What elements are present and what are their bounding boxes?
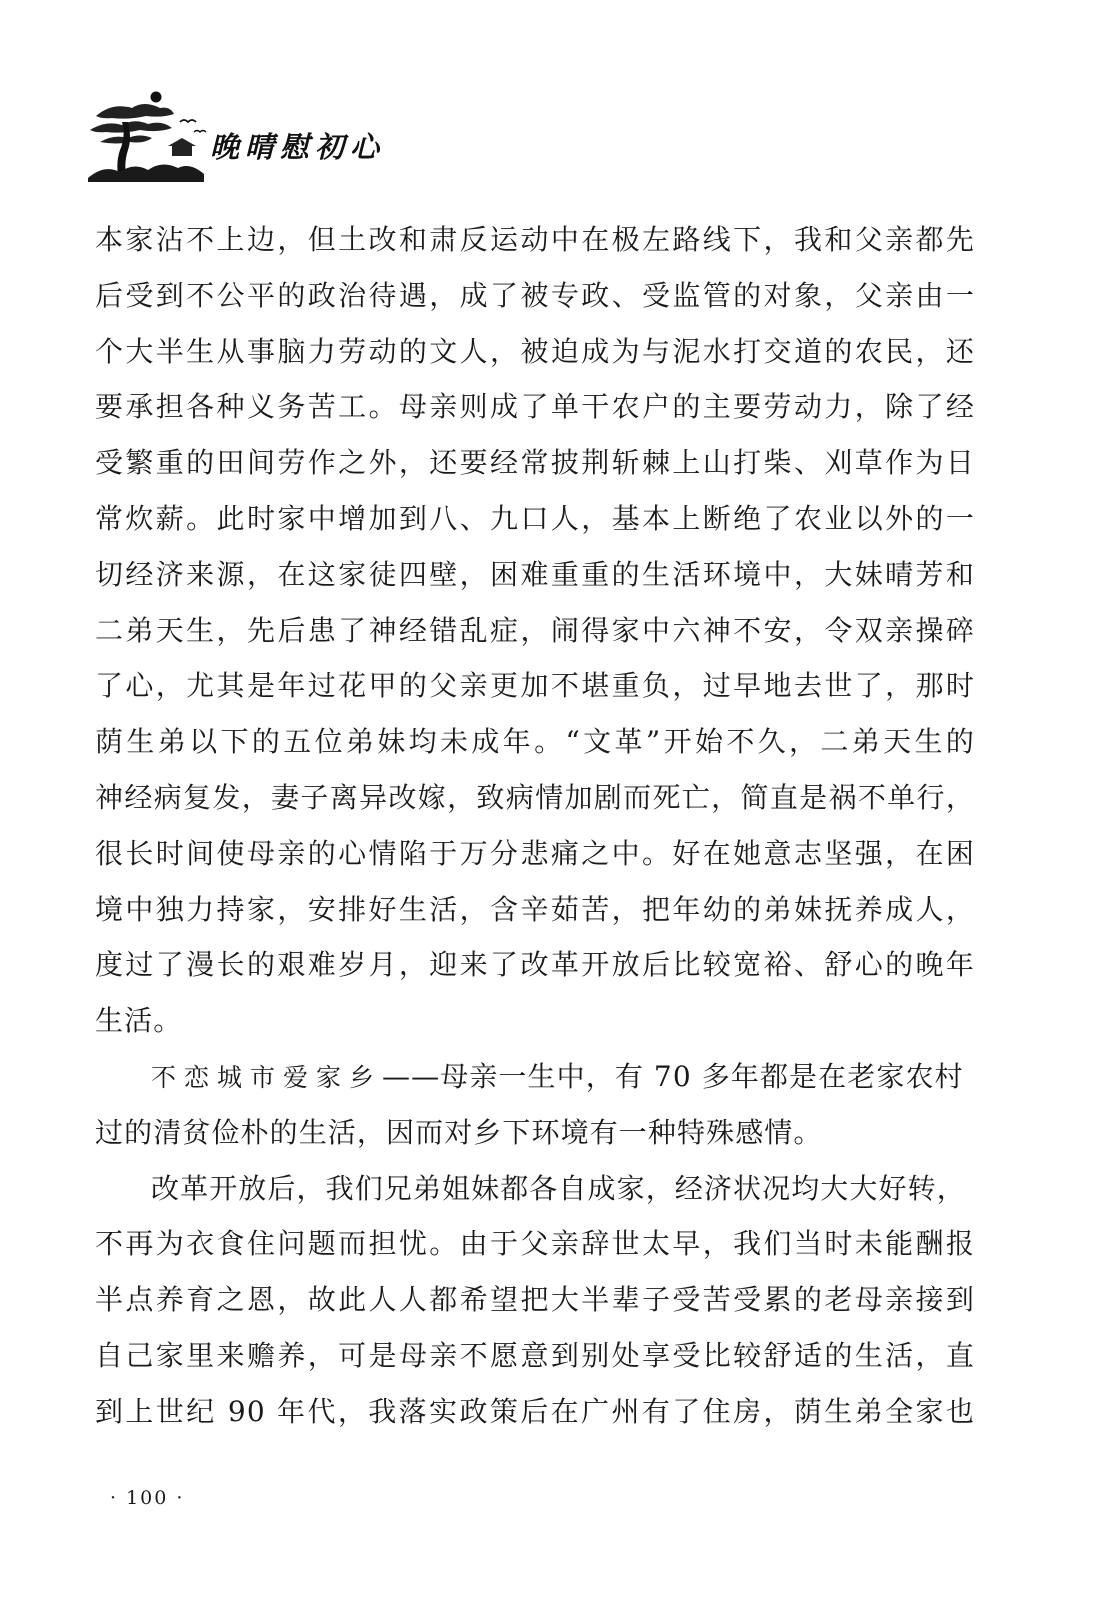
section-lead-heading: 不恋城市爱家乡 bbox=[151, 1062, 383, 1092]
text-line: 本家沾不上边，但土改和肃反运动中在极左路线下，我和父亲都先 bbox=[95, 223, 975, 256]
text-line: 荫生弟以下的五位弟妹均未成年。“文革”开始不久，二弟天生的 bbox=[95, 725, 975, 759]
pine-tree-mountain-logo-icon bbox=[82, 78, 212, 188]
text-line: 后受到不公平的政治待遇，成了被专政、受监管的对象，父亲由一 bbox=[95, 278, 975, 312]
paragraph-3 bbox=[95, 1161, 975, 1440]
text-line: 很长时间使母亲的心情陷于万分悲痛之中。好在她意志坚强，在困 bbox=[95, 836, 975, 870]
text-line: 受繁重的田间劳作之外，还要经常披荆斩棘上山打柴、刈草作为日 bbox=[95, 446, 975, 480]
text-line: 常炊薪。此时家中增加到八、九口人，基本上断绝了农业以外的一 bbox=[95, 501, 975, 535]
text-line: 度过了漫长的艰难岁月，迎来了改革开放后比较宽裕、舒心的晚年 bbox=[95, 948, 975, 982]
text-line bbox=[95, 1049, 975, 1105]
text-line: 要承担各种义务苦工。母亲则成了单干农户的主要劳动力，除了经 bbox=[95, 390, 975, 424]
text-line: 生活。 bbox=[95, 1004, 183, 1038]
text-line: 二弟天生，先后患了神经错乱症，闹得家中六神不安，令双亲操碎 bbox=[95, 613, 975, 647]
text-line: 了心，尤其是年过花甲的父亲更加不堪重负，过早地去世了，那时 bbox=[95, 669, 975, 703]
text-line: 切经济来源，在这家徒四壁，困难重重的生活环境中，大妹晴芳和 bbox=[95, 557, 975, 591]
running-header bbox=[82, 78, 442, 188]
paragraph-2 bbox=[95, 1049, 975, 1161]
text-line: 到上世纪 90 年代，我落实政策后在广州有了住房，荫生弟全家也 bbox=[95, 1394, 975, 1428]
text-line-rest: ——母亲一生中，有 70 多年都是在老家农村 bbox=[382, 1059, 964, 1093]
text-line: 个大半生从事脑力劳动的文人，被迫成为与泥水打交道的农民，还 bbox=[95, 334, 975, 368]
text-line: 自己家里来赡养，可是母亲不愿意到别处享受比较舒适的生活，直 bbox=[95, 1338, 975, 1372]
text-line: 境中独力持家，安排好生活，含辛茹苦，把年幼的弟妹抚养成人， bbox=[95, 892, 975, 926]
text-line: 过的清贫俭朴的生活，因而对乡下环境有一种特殊感情。 bbox=[95, 1115, 823, 1149]
paragraph-1 bbox=[95, 212, 975, 1049]
text-line: 半点养育之恩，故此人人都希望把大半辈子受苦受累的老母亲接到 bbox=[95, 1283, 975, 1317]
book-title: 晚晴慰初心 bbox=[210, 130, 386, 164]
text-line: 神经病复发，妻子离异改嫁，致病情加剧而死亡，简直是祸不单行， bbox=[95, 780, 975, 814]
text-line: 改革开放后，我们兄弟姐妹都各自成家，经济状况均大大好转， bbox=[151, 1171, 966, 1205]
text-line: 不再为衣食住问题而担忧。由于父亲辞世太早，我们当时未能酬报 bbox=[95, 1227, 975, 1261]
body-text bbox=[95, 212, 975, 1440]
page-number: · 100 · bbox=[110, 1487, 185, 1509]
